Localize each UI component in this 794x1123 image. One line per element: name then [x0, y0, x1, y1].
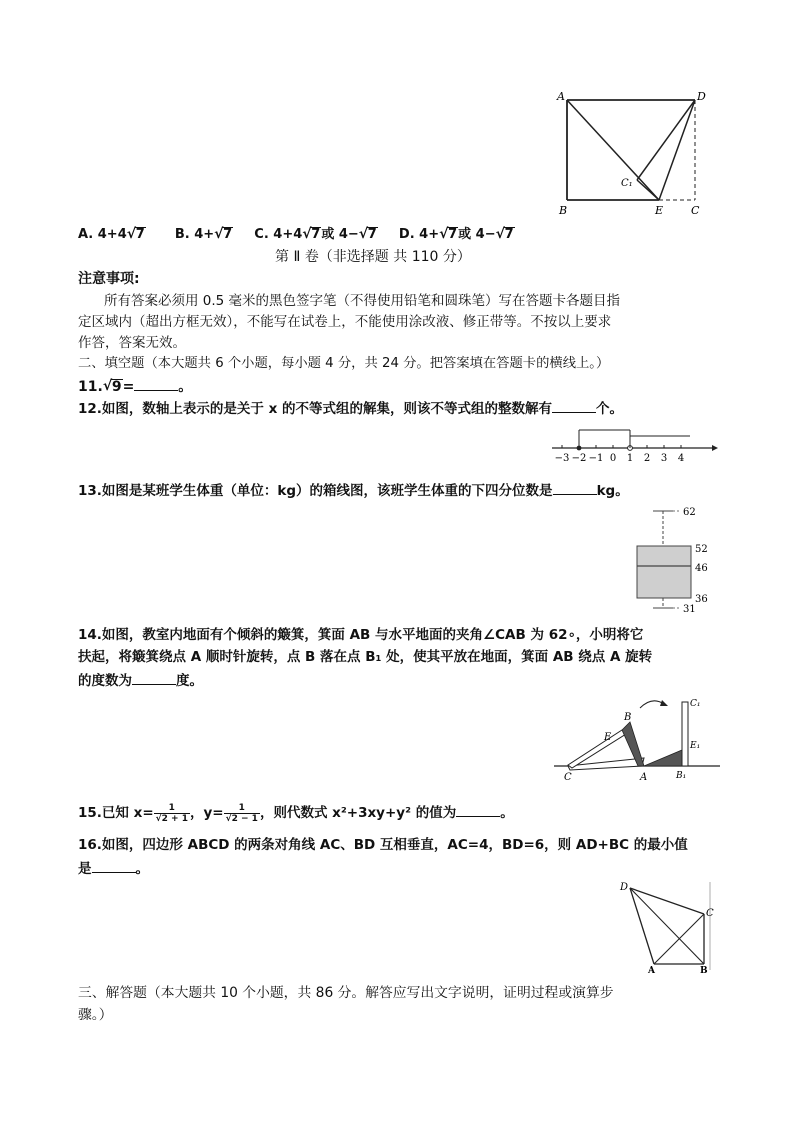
- boxplot-label-max: 62: [683, 507, 696, 518]
- section3-heading-line-2: 骤。）: [78, 1007, 113, 1023]
- q10-option-a: A. 4+4 √ 7: [78, 226, 145, 242]
- part2-heading: 第 Ⅱ 卷（非选择题 共 110 分）: [275, 249, 471, 265]
- number-line-tick-label: −3: [554, 453, 570, 464]
- q12-answer-blank[interactable]: [552, 398, 596, 413]
- q10-option-b: B. 4+ √ 7: [174, 226, 233, 242]
- boxplot-label-median: 46: [695, 563, 708, 574]
- boxplot-label-q3: 52: [695, 544, 708, 555]
- q12-number-line: [550, 424, 720, 464]
- q15-x-fraction: $\frac{1}{√2 + 1}$: [155, 802, 188, 824]
- number-line-tick-label: 4: [677, 453, 685, 464]
- q13: 13.如图是某班学生体重（单位：kg）的箱线图，该班学生体重的下四分位数是 kg。: [78, 480, 629, 500]
- q14-label-a: A: [640, 772, 648, 782]
- notice-line-2: 定区域内（超出方框无效），不能写在试卷上，不能使用涂改液、修正带等。不按以上要求: [78, 314, 612, 330]
- number-line-tick-label: 2: [643, 453, 651, 464]
- number-line-tick-label: −1: [588, 453, 604, 464]
- q11: 11. √ 9= 。: [78, 378, 193, 395]
- q14-dustpan-figure: [552, 690, 722, 782]
- q14-line-1: 14.如图，教室内地面有个倾斜的簸箕，箕面 AB 与水平地面的夹角∠CAB 为 62∘，小明将它: [78, 627, 644, 643]
- q15: 15.已知 x= $\frac{1}{√2 + 1}$ ，y= $\frac{1}{√2 - 1}$ ，则代数式 x²+3xy+y² 的值为 。: [78, 802, 514, 824]
- notice-title: 注意事项:: [78, 271, 140, 287]
- q16-answer-blank[interactable]: [92, 858, 136, 873]
- boxplot-label-min: 31: [683, 604, 696, 615]
- q10-options: [78, 226, 515, 244]
- q14-answer-blank[interactable]: [132, 670, 176, 685]
- q14-label-e1: E₁: [690, 741, 701, 751]
- number-line-tick-label: −2: [571, 453, 587, 464]
- q10-option-d: D. 4+ √ 7或 4− √ 7: [398, 226, 514, 242]
- q15-answer-blank[interactable]: [456, 802, 500, 817]
- q14-label-c1: C₁: [690, 699, 701, 709]
- q14-line-3: 的度数为 度。: [78, 670, 203, 690]
- q14-label-b1: B₁: [676, 771, 687, 781]
- q10-label-d: D: [697, 90, 706, 103]
- q16-label-c: C: [706, 908, 714, 919]
- number-line-tick-label: 3: [660, 453, 668, 464]
- q10-geometry-figure: [555, 88, 715, 218]
- q10-label-b: B: [559, 204, 568, 217]
- q13-box-plot: [625, 504, 725, 616]
- q10-label-a: A: [557, 90, 565, 103]
- notice-line-1: 所有答案必须用 0.5 毫米的黑色签字笔（不得使用铅笔和圆珠笔）写在答题卡各题目指: [104, 293, 621, 309]
- q14-label-c: C: [564, 772, 572, 782]
- q10-label-c: C: [691, 204, 700, 217]
- q14-label-b: B: [624, 712, 632, 723]
- section2-heading: 二、填空题（本大题共 6 个小题，每小题 4 分，共 24 分。把答案填在答题卡的横线上。）: [78, 356, 610, 371]
- q16-label-d: D: [620, 882, 629, 893]
- q14-line-2: 扶起，将簸箕绕点 A 顺时针旋转，点 B 落在点 B₁ 处，使其平放在地面，箕面 AB 绕点 A 旋转: [78, 649, 653, 665]
- notice-line-3: 作答，答案无效。: [78, 335, 186, 351]
- number-line-tick-label: 1: [626, 453, 634, 464]
- q16-line-2: 是 。: [78, 858, 149, 878]
- q11-answer-blank[interactable]: [134, 376, 178, 391]
- q10-label-e: E: [655, 204, 664, 217]
- q16-line-1: 16.如图，四边形 ABCD 的两条对角线 AC、BD 互相垂直，AC=4，BD=6，则 AD+BC 的最小值: [78, 837, 688, 853]
- q12: 12.如图，数轴上表示的是关于 x 的不等式组的解集，则该不等式组的整数解有 个。: [78, 398, 623, 418]
- q16-label-b: B: [700, 966, 708, 974]
- number-line-tick-label: 0: [609, 453, 617, 464]
- section3-heading-line-1: 三、解答题（本大题共 10 个小题，共 86 分。解答应写出文字说明，证明过程或演算步: [78, 985, 614, 1001]
- q10-option-c: C. 4+4 √ 7或 4− √ 7: [254, 226, 377, 242]
- q14-label-e: E: [604, 732, 612, 743]
- q10-label-c1: C₁: [621, 178, 633, 189]
- q13-answer-blank[interactable]: [553, 480, 597, 495]
- boxplot-label-q1: 36: [695, 594, 708, 605]
- q16-quadrilateral-figure: [618, 880, 722, 974]
- q16-label-a: A: [648, 966, 655, 974]
- q15-y-fraction: $\frac{1}{√2 - 1}$: [225, 802, 258, 824]
